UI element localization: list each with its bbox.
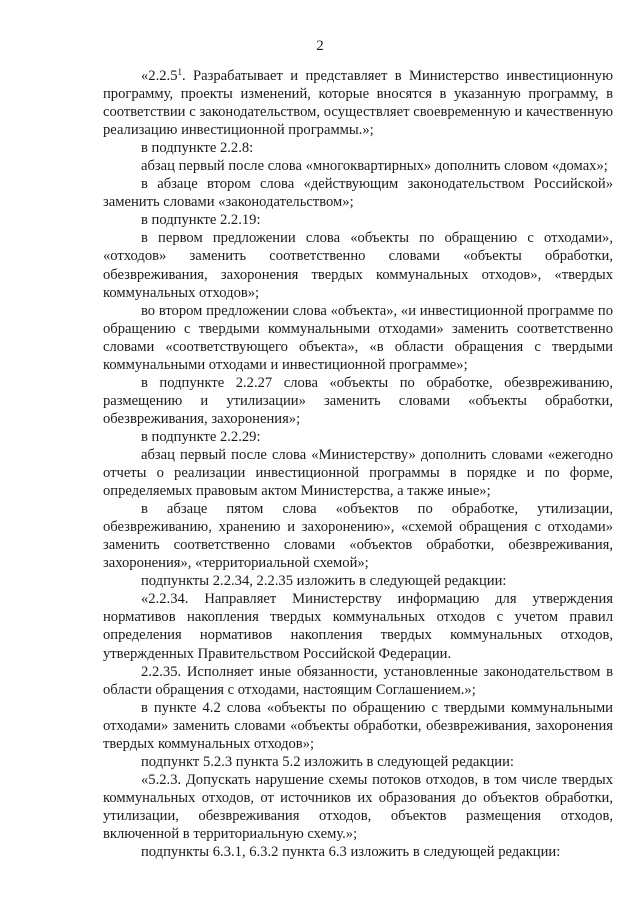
paragraph-2-2-5-1: [103, 67, 613, 139]
document-body: [103, 67, 613, 861]
paragraph: в подпункте 2.2.19:: [141, 212, 261, 229]
paragraph: подпункты 6.3.1, 6.3.2 пункта 6.3 изложить в следующей редакции:: [141, 844, 561, 861]
paragraph: в пункте 4.2 слова «объекты по обращению с твердыми коммунальными отходами» заменить словами «объекты обработки, обезвреживания, захоронения твердых коммунальных отходов»;: [103, 699, 613, 752]
paragraph: в подпункте 2.2.29:: [141, 428, 261, 445]
clause-text: . Разрабатывает и представляет в Министерство инвестиционную программу, проекты изменений, которые вносятся в указанную программу, в соответствии с законодательством, осуществляет своевременную и качественную реализацию инвестиционной программы.»;: [103, 68, 613, 139]
paragraph: абзац первый после слова «многоквартирных» дополнить словом «домах»;: [141, 158, 608, 175]
paragraph: в подпункте 2.2.8:: [141, 140, 254, 157]
paragraph: в подпункте 2.2.27 слова «объекты по обработке, обезвреживанию, размещению и утилизации» заменить словами «объекты обработки, обезвреживания, захоронения»;: [103, 374, 613, 427]
page-number: 2: [316, 38, 324, 54]
paragraph: абзац первый после слова «Министерству» дополнить словами «ежегодно отчеты о реализации инвестиционной программы в порядке и по форме, определяемых правовым актом Министерства, а также иные»;: [103, 446, 613, 500]
clause-superscript: 1: [177, 67, 182, 77]
paragraph: во втором предложении слова «объекта», «и инвестиционной программе по обращению с твердыми коммунальными отходами» заменить соответственно словами «соответствующего объекта», «в области обращения с твердыми коммунальными отходами и инвестиционной программе»;: [103, 302, 613, 373]
paragraph: в абзаце втором слова «действующим законодательством Российской» заменить словами «законодательством»;: [103, 176, 613, 211]
paragraph: «2.2.34. Направляет Министерству информацию для утверждения нормативов накопления твердых коммунальных отходов с учетом правил определения нормативов накопления твердых коммунальных отходов, утвержденных Правительством Российской Федерации.: [103, 591, 613, 662]
paragraph: в абзаце пятом слова «объектов по обработке, утилизации, обезвреживанию, хранению и захоронению», «схемой обращения с отходами» заменить соответственно словами «объектов обработки, обезвреживания, захоронения», «территориальной схемой»;: [103, 501, 613, 572]
clause-number: «2.2.5: [141, 68, 178, 84]
paragraph: подпункт 5.2.3 пункта 5.2 изложить в следующей редакции:: [141, 753, 514, 770]
paragraph: 2.2.35. Исполняет иные обязанности, установленные законодательством в области обращения с отходами, настоящим Соглашением.»;: [103, 663, 613, 698]
paragraph: «5.2.3. Допускать нарушение схемы потоков отходов, в том числе твердых коммунальных отходов, от источников их образования до объектов обработки, утилизации, обезвреживания отходов, объектов размещения отходов, включенной в территориальную схему.»;: [103, 771, 613, 842]
paragraph: подпункты 2.2.34, 2.2.35 изложить в следующей редакции:: [141, 573, 507, 590]
paragraph: в первом предложении слова «объекты по обращению с отходами», «отходов» заменить соответственно словами «объекты обработки, обезвреживания, захоронения твердых коммунальных отходов», «твердых коммунальных отходов»;: [103, 230, 613, 301]
